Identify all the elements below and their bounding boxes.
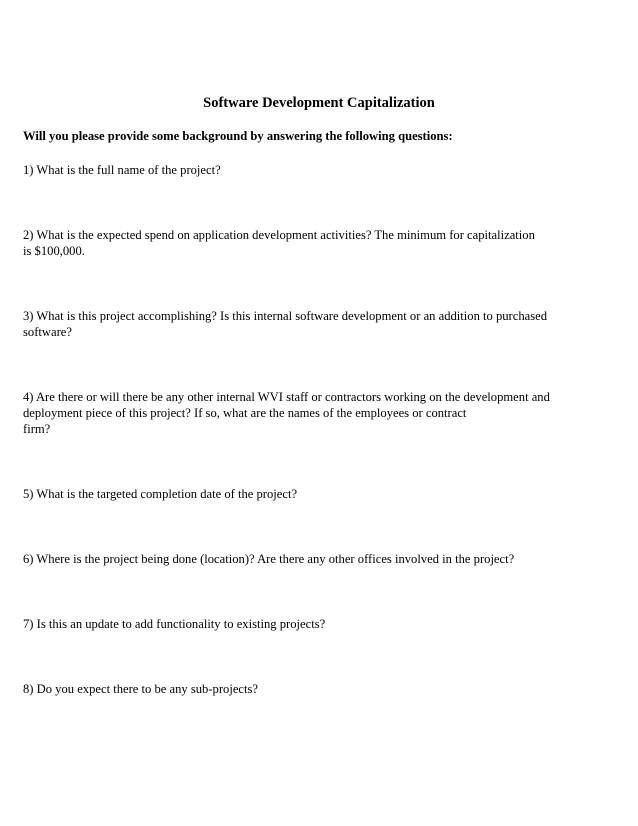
question-3-line-1: 3) What is this project accomplishing? Is this internal software development or an addition to purchased: [23, 309, 548, 323]
question-3: [23, 308, 583, 340]
question-6: [23, 551, 583, 567]
question-3-line-2: software?: [23, 325, 72, 339]
question-7-line-1: 7) Is this an update to add functionality to existing projects?: [23, 617, 326, 631]
question-1-line-1: 1) What is the full name of the project?: [23, 163, 221, 177]
question-8: [23, 681, 583, 697]
question-4-line-1: 4) Are there or will there be any other internal WVI staff or contractors working on the development and: [23, 390, 550, 404]
question-7: [23, 616, 583, 632]
question-2: [23, 227, 583, 259]
document-title: Software Development Capitalization: [203, 95, 435, 111]
question-5: [23, 486, 583, 502]
intro-text: Will you please provide some background by answering the following questions:: [23, 129, 453, 143]
question-2-line-1: 2) What is the expected spend on application development activities? The minimum for capitalization: [23, 228, 535, 242]
question-5-line-1: 5) What is the targeted completion date of the project?: [23, 487, 298, 501]
question-2-line-2: is $100,000.: [23, 244, 85, 258]
question-8-line-1: 8) Do you expect there to be any sub-projects?: [23, 682, 259, 696]
question-1: [23, 162, 583, 178]
question-4: [23, 389, 583, 437]
question-4-line-2: deployment piece of this project? If so, what are the names of the employees or contract: [23, 406, 467, 420]
question-4-line-3: firm?: [23, 422, 51, 436]
question-6-line-1: 6) Where is the project being done (location)? Are there any other offices involved in the project?: [23, 552, 515, 566]
